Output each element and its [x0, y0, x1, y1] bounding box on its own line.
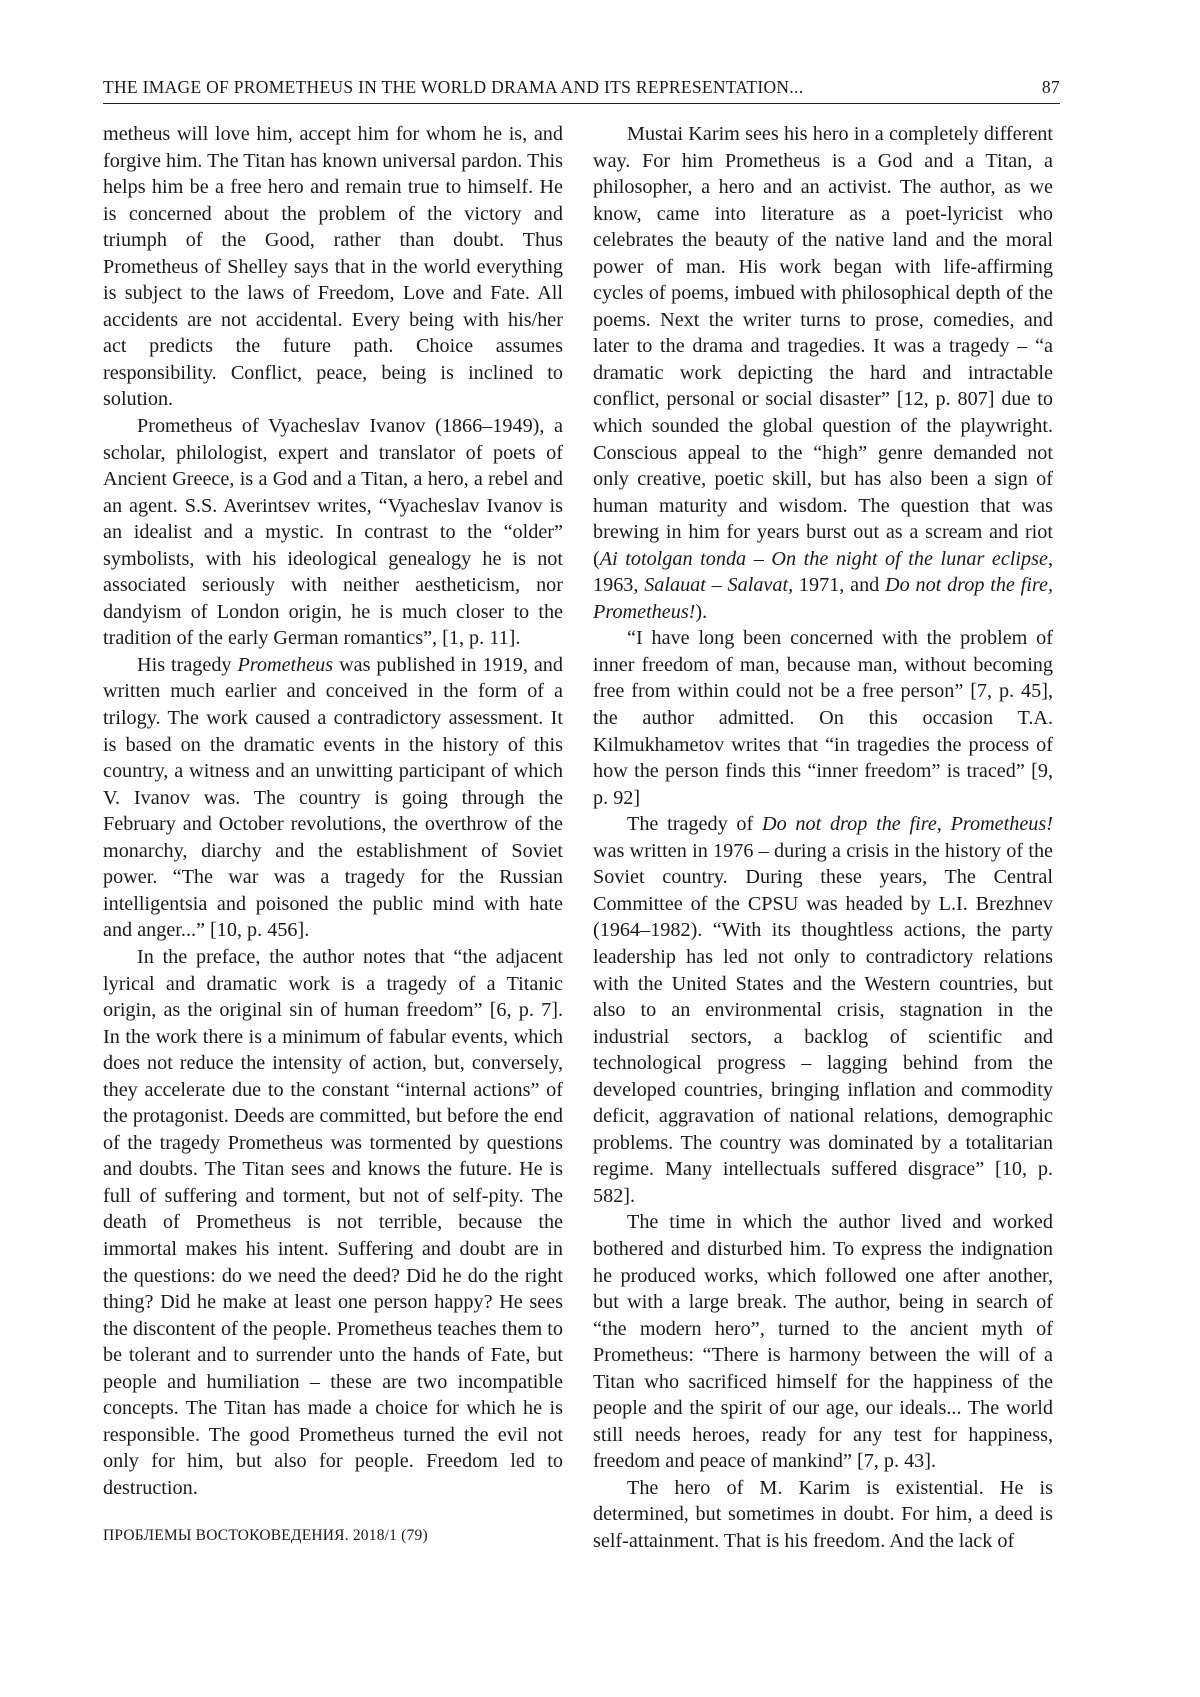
journal-footer: ПРОБЛЕМЫ ВОСТОКОВЕДЕНИЯ. 2018/1 (79): [103, 1527, 428, 1544]
work-title: Prometheus: [237, 653, 334, 676]
left-column: [103, 121, 563, 1501]
page-number: 87: [1041, 77, 1060, 97]
paragraph-karim-quote: “I have long been concerned with the problem of inner freedom of man, because man, without becoming free from within could not be a free person” [7, p. 45], the author admitted. On this occasion T.A. Kilmukhametov writes that “in tragedies the process of how the person finds this “inner freedom” is traced” [9, p. 92]: [593, 627, 1053, 809]
paragraph-shelley-continued: metheus will love him, accept him for whom he is, and forgive him. The Titan has known universal pardon. This helps him be a free hero and remain true to himself. He is concerned about the problem of the victory and triumph of the Good, rather than doubt. Thus Prometheus of Shelley says that in the world everything is subject to the laws of Freedom, Love and Fate. All accidents are not accidental. Every being with his/her act predicts the future path. Choice assumes responsibility. Conflict, peace, being is inclined to solution.: [103, 123, 563, 411]
paragraph-ivanov-intro: Prometheus of Vyacheslav Ivanov (1866–1949), a scholar, philologist, expert and translator of poets of Ancient Greece, is a God and a Titan, a hero, a rebel and an agent. S.S. Averintsev writes, “Vyacheslav Ivanov is an idealist and a mystic. In contrast to the “older” symbolists, with his ideological genealogy he is not associated seriously with neither aestheticism, nor dandyism of London origin, he is much closer to the tradition of the early German romantics”, [1, p. 11].: [103, 415, 563, 650]
work-title: Ai totolgan tonda – On the night of the lunar eclipse: [599, 547, 1048, 570]
paragraph-karim-time: The time in which the author lived and worked bothered and disturbed him. To express the indignation he produced works, which followed one after another, but with a large break. The author, being in search of “the modern hero”, turned to the ancient myth of Prometheus: “There is harmony between the will of a Titan who sacrificed himself for the happiness of the people and the spirit of our age, our ideals... The world still needs heroes, ready for any test for happiness, freedom and peace of mankind” [7, p. 43].: [593, 1211, 1053, 1473]
work-title: Do not drop the fire, Prometheus!: [593, 574, 1053, 623]
paragraph-karim-intro: Mustai Karim sees his hero in a completely different way. For him Prometheus is a God and a Titan, a philosopher, a hero and an activist. The author, as we know, came into literature as a poet-lyricist who celebrates the beauty of the native land and the moral power of man. His work began with life-affirming cycles of poems, imbued with philosophical depth of the poems. Next the writer turns to prose, comedies, and later to the drama and tragedies. It was a tragedy – “a dramatic work depicting the hard and intractable conflict, personal or social disaster” [12, p. 807] due to which sounded the global question of the playwright. Conscious appeal to the “high” genre demanded not only creative, poetic skill, but has also been a sign of human maturity and wisdom. The question that was brewing in him for years burst out as a scream and riot (Ai totolgan tonda – On the night of the lunar eclipse, 1963, Salauat – Salavat, 1971, and Do not drop the fire, Prometheus!).: [593, 123, 1053, 623]
work-title: Do not drop the fire, Prometheus!: [761, 813, 1053, 836]
running-title: THE IMAGE OF PROMETHEUS IN THE WORLD DRAMA AND ITS REPRESENTATION...: [103, 77, 804, 97]
paragraph-karim-hero: The hero of M. Karim is existential. He is determined, but sometimes in doubt. For him, a deed is self-attainment. That is his freedom. And the lack of: [593, 1476, 1053, 1552]
paragraph-ivanov-preface: In the preface, the author notes that “the adjacent lyrical and dramatic work is a tragedy of a Titanic origin, as the original sin of human freedom” [6, p. 7]. In the work there is a minimum of fabular events, which does not reduce the intensity of action, but, conversely, they accelerate due to the constant “internal actions” of the protagonist. Deeds are committed, but before the end of the tragedy Prometheus was tormented by questions and doubts. The Titan sees and knows the future. He is full of suffering and torment, but not of self-pity. The death of Prometheus is not terrible, because the immortal makes his intent. Suffering and doubt are in the questions: do we need the deed? Did he do the right thing? Did he make at least one person happy? He sees the discontent of the people. Prometheus teaches them to be tolerant and to surrender unto the hands of Fate, but people and humiliation – these are two incompatible concepts. The Titan has made a choice for which he is responsible. The good Prometheus turned the evil not only for him, but also for people. Freedom led to destruction.: [103, 945, 563, 1499]
paragraph-karim-tragedy: The tragedy of Do not drop the fire, Prometheus! was written in 1976 – during a crisis in the history of the Soviet country. During these years, The Central Committee of the CPSU was headed by L.I. Brezhnev (1964–1982). “With its thoughtless actions, the party leadership has led not only to contradictory relations with the United States and the Western countries, but also to an environmental crisis, stagnation in the industrial sectors, a backlog of scientific and technological progress – lagging behind from the developed countries, bringing inflation and commodity deficit, aggravation of national relations, demographic problems. The country was dominated by a totalitarian regime. Many intellectuals suffered disgrace” [10, p. 582].: [593, 813, 1053, 1207]
header-rule: [103, 103, 1060, 104]
right-column: [593, 121, 1053, 1555]
work-title: Salauat – Salavat: [644, 574, 789, 597]
running-header: [103, 77, 1060, 98]
paragraph-ivanov-tragedy: His tragedy Prometheus was published in 1919, and written much earlier and conceived in the form of a trilogy. The work caused a contradictory assessment. It is based on the dramatic events in the history of this country, a witness and an unwitting participant of which V. Ivanov was. The country is going through the February and October revolutions, the overthrow of the monarchy, diarchy and the establishment of Soviet power. “The war was a tragedy for the Russian intelligentsia and poisoned the public mind with hate and anger...” [10, p. 456].: [103, 653, 563, 942]
